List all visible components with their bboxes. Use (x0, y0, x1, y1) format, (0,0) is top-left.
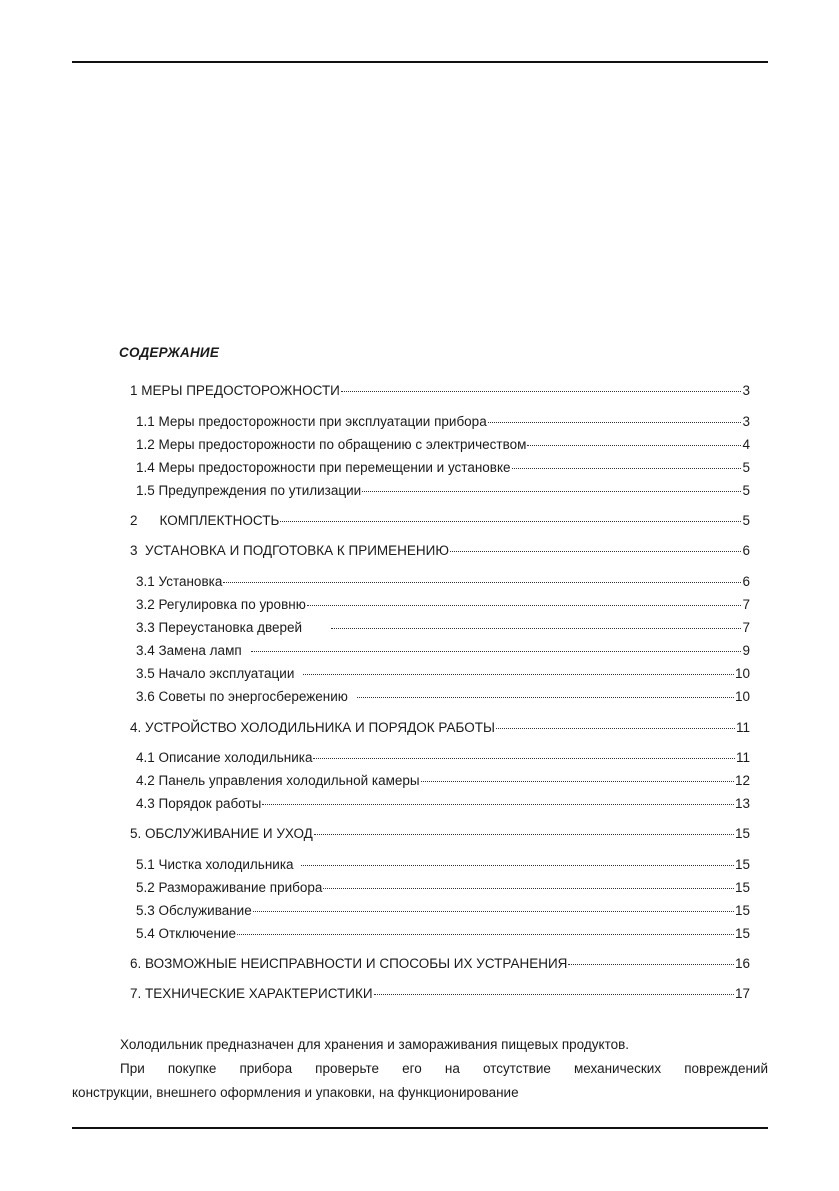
toc-leader (223, 581, 741, 583)
toc-entry-6[interactable] (130, 955, 750, 973)
toc-entry-1-4[interactable] (136, 459, 750, 477)
toc-entry-page: 3 (742, 383, 750, 398)
toc-entry-5-2[interactable] (136, 879, 750, 897)
toc-entry-label: 1.1 Меры предосторожности при эксплуатации прибора (136, 414, 487, 429)
toc-entry-1-1[interactable] (136, 413, 750, 431)
toc-entry-label: 1.4 Меры предосторожности при перемещении и установке (136, 460, 511, 475)
toc-entry-label: 3.2 Регулировка по уровню (136, 597, 306, 612)
header-rule (72, 61, 768, 63)
toc-entry-page: 15 (734, 903, 750, 918)
toc-leader (374, 993, 734, 995)
toc-leader (488, 421, 742, 423)
toc-leader (450, 550, 741, 552)
toc-entry-page: 5 (742, 460, 750, 475)
toc-entry-page: 6 (742, 543, 750, 558)
toc-entry-label: 5. ОБСЛУЖИВАНИЕ И УХОД (130, 826, 313, 841)
toc-entry-1[interactable] (130, 382, 750, 400)
toc-entry-label: 1.5 Предупреждения по утилизации (136, 483, 362, 498)
toc-entry-page: 15 (734, 926, 750, 941)
toc-entry-page: 5 (742, 513, 750, 528)
toc-entry-5[interactable] (130, 825, 750, 843)
toc-entry-label: КОМПЛЕКТНОСТЬ (159, 513, 280, 528)
toc-entry-page: 15 (734, 857, 750, 872)
toc-entry-page: 15 (734, 826, 750, 841)
toc-entry-label: 5.4 Отключение (136, 926, 237, 941)
toc-entry-page: 5 (742, 483, 750, 498)
toc-leader (323, 887, 734, 889)
toc-entry-page: 12 (734, 773, 750, 788)
toc-entry-4-1[interactable] (136, 749, 750, 767)
toc-entry-page: 17 (734, 986, 750, 1001)
toc-leader (314, 833, 734, 835)
toc-leader (496, 727, 735, 729)
toc-entry-label: 3.6 Советы по энергосбережению (136, 689, 348, 704)
toc-entry-3-4[interactable] (136, 642, 750, 660)
toc-entry-label: 1.2 Меры предосторожности по обращению с электричеством (136, 437, 527, 452)
toc-entry-page: 13 (734, 796, 750, 811)
toc-entry-label: 4. УСТРОЙСТВО ХОЛОДИЛЬНИКА И ПОРЯДОК РАБОТЫ (130, 720, 495, 735)
toc-leader (512, 467, 742, 469)
toc-entry-1-5[interactable] (136, 482, 750, 500)
inspection-paragraph-line-1: При покупке прибора проверьте его на отсутствие механических повреждений (120, 1061, 768, 1076)
toc-entry-page: 15 (734, 880, 750, 895)
toc-leader (307, 604, 742, 606)
toc-entry-3[interactable] (130, 542, 750, 560)
toc-entry-5-1[interactable] (136, 856, 750, 874)
toc-entry-3-1[interactable] (136, 573, 750, 591)
intro-paragraph: Холодильник предназначен для хранения и замораживания пищевых продуктов. (120, 1037, 630, 1052)
toc-entry-label: 5.3 Обслуживание (136, 903, 252, 918)
toc-entry-3-6[interactable] (136, 688, 750, 706)
toc-entry-label: 7. ТЕХНИЧЕСКИЕ ХАРАКТЕРИСТИКИ (130, 986, 373, 1001)
toc-entry-label: 4.1 Описание холодильника (136, 750, 313, 765)
toc-leader (527, 444, 741, 446)
toc-entry-label: 3.4 Замена ламп (136, 643, 242, 658)
toc-entry-number: 2 (130, 513, 138, 528)
toc-leader (280, 520, 741, 522)
toc-entry-7[interactable] (130, 985, 750, 1003)
toc-entry-label: 3.3 Переустановка дверей (136, 620, 303, 635)
toc-entry-3-3[interactable] (136, 619, 750, 637)
toc-entry-5-3[interactable] (136, 902, 750, 920)
toc-leader (253, 910, 734, 912)
toc-entry-page: 6 (742, 574, 750, 589)
toc-leader (237, 933, 734, 935)
toc-entry-page: 7 (742, 597, 750, 612)
toc-entry-page: 9 (742, 643, 750, 658)
toc-entry-page: 16 (734, 956, 750, 971)
toc-entry-label: 4.3 Порядок работы (136, 796, 262, 811)
toc-entry-5-4[interactable] (136, 925, 750, 943)
toc-entry-4-3[interactable] (136, 795, 750, 813)
toc-entry-1-2[interactable] (136, 436, 750, 454)
inspection-paragraph-line-2: конструкции, внешнего оформления и упаковки, на функционирование (72, 1085, 519, 1100)
toc-leader (357, 696, 734, 698)
toc-entry-page: 10 (734, 689, 750, 704)
toc-leader (313, 757, 735, 759)
toc-entry-label: 5.2 Размораживание прибора (136, 880, 323, 895)
toc-leader (331, 627, 741, 629)
toc-entry-label: 1 МЕРЫ ПРЕДОСТОРОЖНОСТИ (130, 383, 340, 398)
toc-entry-label: 6. ВОЗМОЖНЫЕ НЕИСПРАВНОСТИ И СПОСОБЫ ИХ УСТРАНЕНИЯ (130, 956, 568, 971)
toc-entry-label: 3.1 Установка (136, 574, 223, 589)
toc-entry-page: 4 (742, 437, 750, 452)
toc-entry-2[interactable] (130, 512, 750, 530)
toc-entry-label: 4.2 Панель управления холодильной камеры (136, 773, 420, 788)
toc-entry-3-2[interactable] (136, 596, 750, 614)
toc-entry-label: 5.1 Чистка холодильника (136, 857, 294, 872)
toc-entry-page: 10 (734, 666, 750, 681)
toc-entry-page: 11 (735, 750, 750, 765)
toc-entry-label: 3.5 Начало эксплуатации (136, 666, 295, 681)
toc-entry-3-5[interactable] (136, 665, 750, 683)
toc-leader (341, 390, 742, 392)
toc-leader (421, 780, 734, 782)
toc-entry-4-2[interactable] (136, 772, 750, 790)
footer-rule (72, 1127, 768, 1129)
body-text (72, 1033, 768, 1105)
toc-entry-4[interactable] (130, 719, 750, 737)
toc-leader (362, 490, 741, 492)
toc-leader (251, 650, 742, 652)
toc-entry-label: 3 УСТАНОВКА И ПОДГОТОВКА К ПРИМЕНЕНИЮ (130, 543, 450, 558)
toc-entry-page: 3 (742, 414, 750, 429)
toc-leader (301, 864, 734, 866)
toc-leader (568, 963, 734, 965)
toc-entry-page: 7 (742, 620, 750, 635)
toc-leader (303, 673, 734, 675)
toc-title: СОДЕРЖАНИЕ (119, 345, 220, 360)
toc-entry-page: 11 (735, 720, 750, 735)
toc-leader (262, 803, 734, 805)
